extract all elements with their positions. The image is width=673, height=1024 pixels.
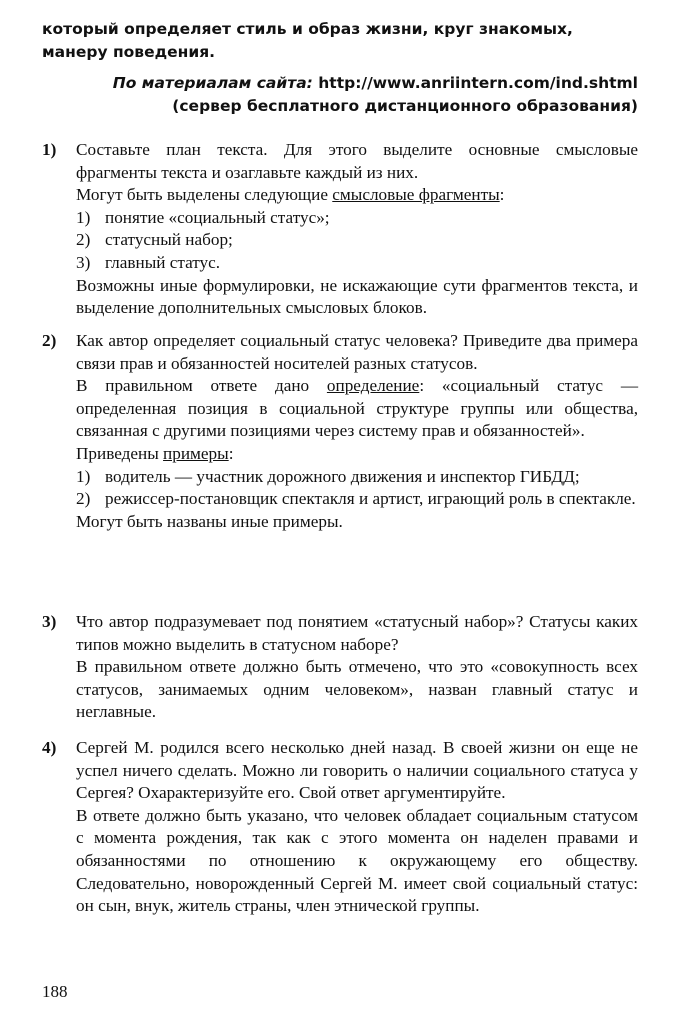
source-label: По материалам сайта: [112,74,313,92]
source-citation [42,72,638,118]
examples-heading: Приведены примеры: [76,443,234,463]
list-item: 2) статусный набор; [76,230,233,250]
answer-text: В правильном ответе должно быть отмечено, что это «совокупность всех статусов, занимаемых одним человеком», назван главный статус и неглавные. [76,657,638,722]
question-number: 2) [42,331,57,350]
question-text: Что автор подразумевает под понятием «статусный набор»? Статусы каких типов можно выделить в статусном наборе? [76,612,638,654]
examples-keyword: примеры [163,443,229,463]
list-item: 1) водитель — участник дорожного движения и инспектор ГИБДД; [76,466,580,486]
question-3-block [42,611,638,724]
question-2-block [42,330,638,533]
intro-paragraph [42,18,638,64]
answer-text: В правильном ответе дано определение: «социальный статус — определенная позиция в социальной структуре группы или общества, связанная с другими позициями через систему прав и обязанностей». [76,376,639,441]
question-text: Как автор определяет социальный статус человека? Приведите два примера связи прав и обязанностей носителей разных статусов. [76,331,638,373]
list-item: 2) режиссер-постановщик спектакля и артист, играющий роль в спектакле. [76,489,636,509]
intro-text: который определяет стиль и образ жизни, круг знакомых, манеру поведения. [42,20,573,61]
question-4-block [42,737,638,918]
source-note: (сервер бесплатного дистанционного образования) [172,97,638,115]
answer-text: Могут быть выделены следующие смысловые фрагменты: [76,185,505,205]
answer-keyword: определение [326,376,420,396]
question-number: 1) [42,140,57,159]
question-text: Сергей М. родился всего несколько дней назад. В своей жизни он еще не успел ничего сделать. Можно ли говорить о наличии социального статуса у Сергея? Охарактеризуйте его. Свой ответ аргументируйте. [76,738,638,803]
question-text: Составьте план текста. Для этого выделите основные смысловые фрагменты текста и озаглавьте каждый из них. [76,140,638,182]
answer-text: В ответе должно быть указано, что человек обладает социальным статусом с момента рождения, так как с этого момента он наделен правами и обязанностями по отношению к окружающему его обществу. Следовательно, новорожденный Сергей М. имеет свой социальный статус: он сын, внук, житель страны, член этнической группы. [76,805,638,916]
question-number: 3) [42,612,57,631]
source-url: http://www.anriintern.com/ind.shtml [318,74,638,92]
answer-note: Могут быть названы иные примеры. [76,511,343,531]
answer-note: Возможны иные формулировки, не искажающие сути фрагментов текста, и выделение дополнительных смысловых блоков. [76,275,638,318]
answer-keyword: смысловые фрагменты [332,185,500,205]
list-item: 1) понятие «социальный статус»; [76,207,330,227]
question-number: 4) [42,738,57,757]
page-number: 188 [42,982,68,1001]
question-1-block [42,139,638,320]
list-item: 3) главный статус. [76,252,221,272]
